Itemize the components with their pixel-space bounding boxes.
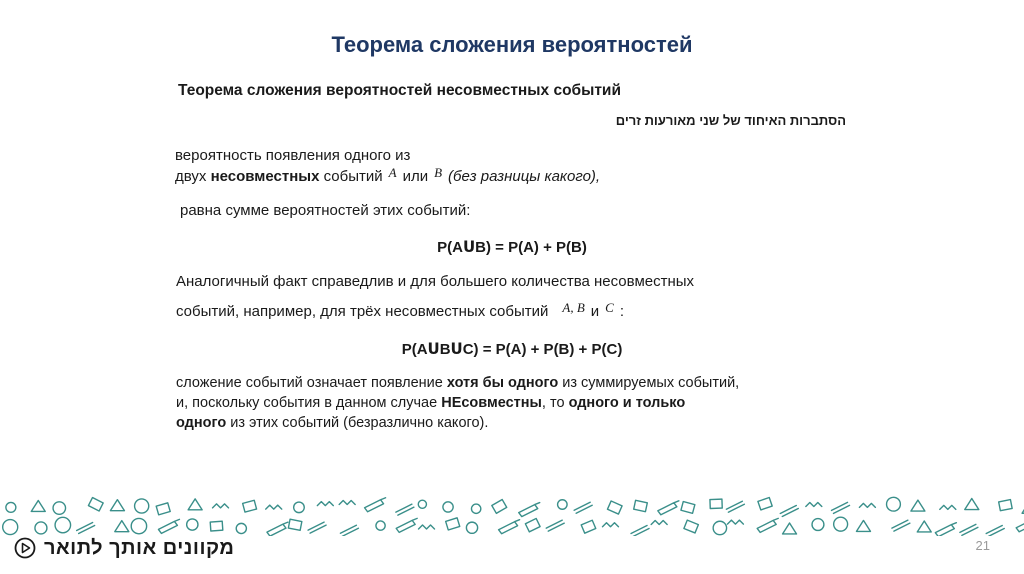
doodle-shape xyxy=(806,503,822,507)
doodle-shape xyxy=(339,501,355,505)
text: Аналогичный факт справедлив и для большего количества несовместных xyxy=(176,273,695,290)
doodle-shape xyxy=(266,505,282,509)
doodle-shape xyxy=(681,502,695,514)
emphasis-text: НЕсовместны xyxy=(441,395,542,411)
doodle-shape xyxy=(418,500,426,508)
doodle-shape xyxy=(396,518,417,532)
paragraph-1-line-1 xyxy=(175,145,410,166)
doodle-shape xyxy=(911,500,925,511)
doodle-shape xyxy=(288,519,301,530)
doodle-shape xyxy=(35,522,47,534)
doodle-shape xyxy=(574,502,592,513)
paragraph-1-line-3 xyxy=(180,200,470,221)
text: событий, например, для трёх несовместных событий xyxy=(176,303,549,320)
doodle-shape xyxy=(317,502,333,506)
doodle-shape xyxy=(88,498,103,511)
doodle-shape xyxy=(960,524,978,535)
doodle-shape xyxy=(376,521,385,530)
text: : xyxy=(619,303,624,320)
doodle-shape xyxy=(340,525,358,536)
doodle-shape xyxy=(135,499,149,513)
doodle-shape xyxy=(1016,518,1024,532)
doodle-shape xyxy=(267,522,288,536)
variable-c: C xyxy=(605,300,614,315)
doodle-shape xyxy=(294,502,305,513)
variable-b: B xyxy=(434,165,443,180)
decorative-pattern-band xyxy=(0,496,1024,536)
doodle-shape xyxy=(726,501,744,512)
doodle-shape xyxy=(986,526,1004,536)
paragraph-2-line-1 xyxy=(176,271,694,292)
emphasis-text: одного и только xyxy=(568,395,686,411)
doodle-shape xyxy=(658,501,679,515)
doodle-shape xyxy=(581,520,596,533)
doodle-shape xyxy=(492,500,507,514)
doodle-shape xyxy=(187,519,198,530)
emphasis-text: одного xyxy=(176,415,227,431)
doodle-shape xyxy=(55,517,71,533)
doodle-shape xyxy=(3,520,18,535)
slide-title: Теорема сложения вероятностей xyxy=(331,32,693,57)
doodle-shape xyxy=(757,518,778,532)
text: из суммируемых событий, xyxy=(558,375,740,391)
doodle-shape xyxy=(243,500,257,512)
formula-union-two: P(AᑌB) = P(A) + P(B) xyxy=(437,239,587,256)
doodle-shape xyxy=(727,520,743,524)
text: вероятность появления одного из xyxy=(175,147,411,164)
doodle-shape xyxy=(466,522,477,533)
doodle-shape xyxy=(859,503,875,507)
hebrew-caption: הסתברות האיחוד של שני מאורעות זרים xyxy=(615,113,846,128)
doodle-shape xyxy=(525,518,540,531)
page-number: 21 xyxy=(975,538,990,553)
doodle-shape xyxy=(684,520,698,533)
doodle-shape xyxy=(917,521,931,532)
text: двух xyxy=(175,168,211,185)
doodle-shape xyxy=(634,500,648,511)
doodle-shape xyxy=(396,504,414,515)
doodle-shape xyxy=(780,505,798,516)
text: и, поскольку события в данном случае xyxy=(176,395,442,411)
doodle-shape xyxy=(77,523,95,534)
doodle-shape xyxy=(446,518,460,530)
text: событий xyxy=(319,168,383,185)
doodle-shape xyxy=(156,503,170,515)
doodle-shape xyxy=(419,525,435,529)
brand-logo xyxy=(14,535,234,561)
doodle-shape xyxy=(602,523,618,527)
doodle-shape xyxy=(935,523,956,536)
doodle-shape xyxy=(965,499,979,510)
play-circle-icon xyxy=(14,537,36,559)
emphasis-text: хотя бы одного xyxy=(446,375,559,391)
italic-text: (без разницы какого), xyxy=(448,168,601,185)
paragraph-3-line-2 xyxy=(176,393,685,413)
doodle-shape xyxy=(365,498,386,512)
doodle-shape xyxy=(115,521,129,532)
doodle-shape xyxy=(53,502,65,514)
doodle-shape xyxy=(6,502,16,512)
emphasis-text: несовместных xyxy=(210,168,320,185)
doodle-shape xyxy=(607,501,622,514)
doodle-shape xyxy=(832,502,850,513)
brand-text: מקוונים אותך לתואר xyxy=(44,536,235,559)
doodle-shape xyxy=(236,523,246,533)
text: и xyxy=(590,303,600,320)
doodle-shape xyxy=(131,518,146,533)
text: , то xyxy=(541,395,569,411)
doodle-shape xyxy=(783,523,797,534)
doodle-shape xyxy=(856,520,870,531)
doodle-shape xyxy=(308,522,326,533)
doodle-shape xyxy=(499,520,520,534)
doodle-shape xyxy=(710,499,722,508)
doodle-shape xyxy=(443,502,453,512)
text: сложение событий означает появление xyxy=(176,375,447,391)
text: или xyxy=(402,168,429,185)
paragraph-1-line-2 xyxy=(175,166,600,187)
doodle-shape xyxy=(546,520,564,531)
text: равна сумме вероятностей этих событий: xyxy=(180,202,471,219)
paragraph-3-line-1 xyxy=(176,373,739,393)
paragraph-3-line-3 xyxy=(176,413,488,433)
doodle-shape xyxy=(213,504,229,508)
doodle-shape xyxy=(471,504,480,513)
doodle-shape xyxy=(631,525,649,536)
doodle-shape xyxy=(892,520,910,531)
doodle-shape xyxy=(31,500,45,511)
doodle-shape xyxy=(999,500,1012,511)
doodle-shape xyxy=(558,500,567,509)
doodle-shape xyxy=(158,519,179,533)
variables-a-b: A, B xyxy=(562,300,585,315)
formula-union-three: P(AᑌBᑌC) = P(A) + P(B) + P(C) xyxy=(401,341,623,358)
doodle-shape xyxy=(519,503,540,517)
doodle-shape xyxy=(210,521,223,531)
doodle-shape xyxy=(651,520,667,524)
variable-a: A xyxy=(388,165,397,180)
doodle-shape xyxy=(812,519,824,531)
doodle-shape xyxy=(758,498,772,510)
slide-subtitle: Теорема сложения вероятностей несовместных событий xyxy=(178,82,621,99)
doodle-shape xyxy=(887,497,901,511)
doodle-shape xyxy=(713,521,726,534)
doodle-shape xyxy=(940,505,956,509)
text: из этих событий (безразлично какого). xyxy=(226,415,489,431)
doodle-shape xyxy=(834,517,848,531)
paragraph-2-line-2 xyxy=(176,301,624,322)
doodle-shape xyxy=(188,499,202,510)
doodle-shape xyxy=(110,500,124,511)
